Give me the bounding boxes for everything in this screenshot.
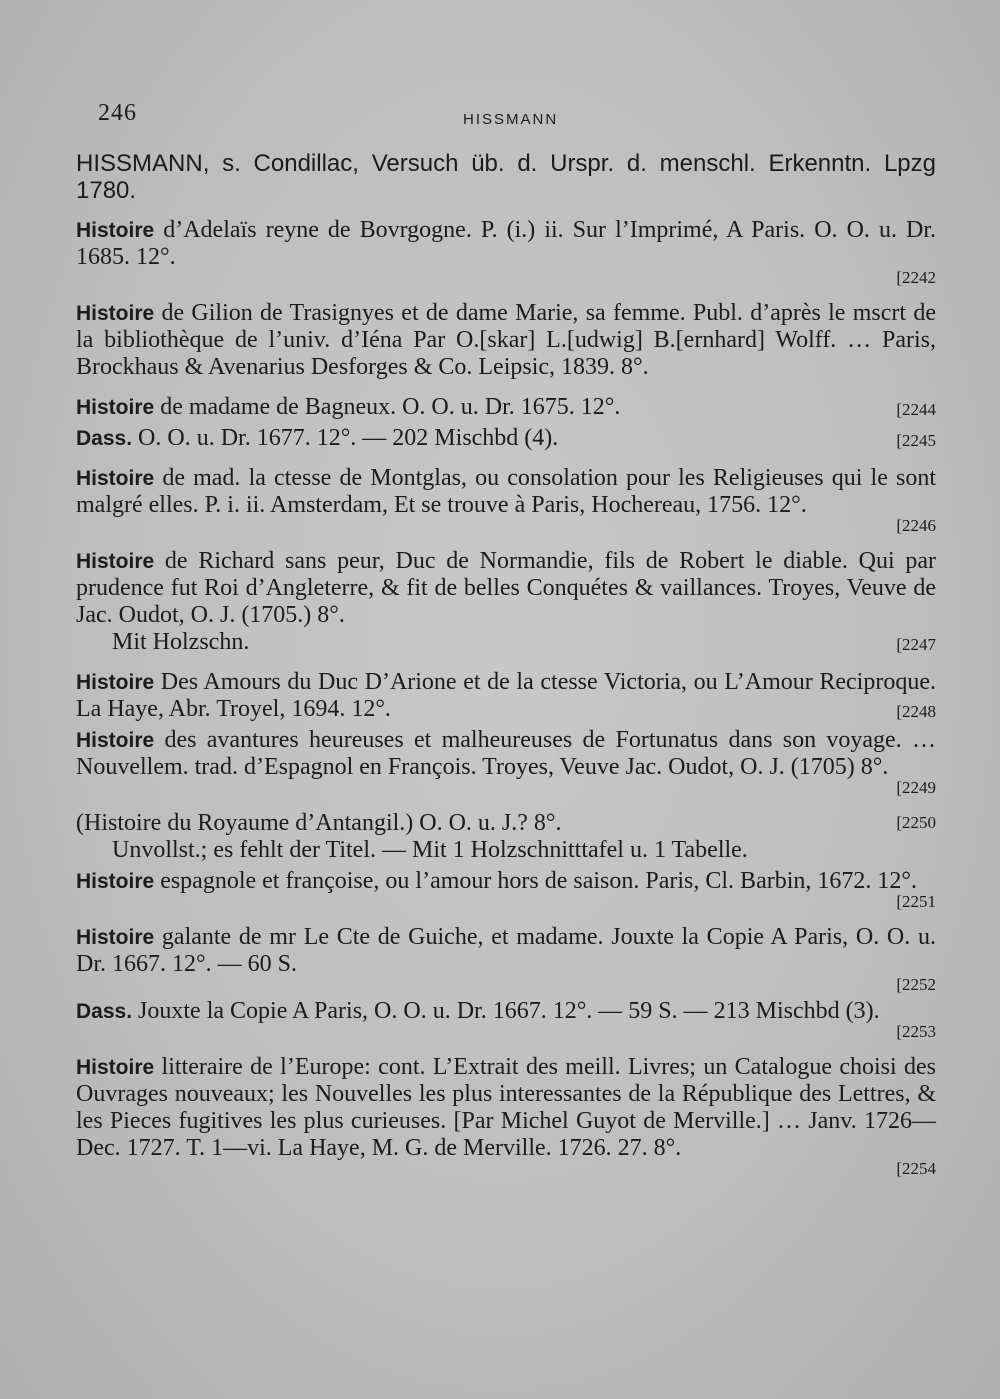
catalog-entry <box>76 425 936 452</box>
entry-keyword: Dass. <box>76 427 133 450</box>
entry-text: de Richard sans peur, Duc de Normandie, fils de Robert le diable. Qui par prudence fut Roi d’Angleterre, & fit de belles Conquétes & vaillances. Troyes, Veuve de Jac. Oudot, O. J. (1705.) 8°. <box>76 548 936 628</box>
entry-number: [2247 <box>896 635 936 654</box>
running-head: HISSMANN <box>463 111 559 128</box>
entry-text: litteraire de l’Europe: cont. L’Extrait des meill. Livres; un Catalogue choisi des Ouvrages nouveaux; les Nouvelles les plus interessantes de la République des Lettres, & les Pieces fugitives les plus curieuses. [Par Michel Guyot de Merville.] … Janv. 1726—Dec. 1727. T. 1—vi. La Haye, M. G. de Merville. 1726. 27. 8°. <box>76 1054 936 1161</box>
entry-text: d’Adelaïs reyne de Bovrgogne. P. (i.) ii. Sur l’Imprimé, A Paris. O. O. u. Dr. 1685. 12°. <box>76 217 936 270</box>
entry-text: (Histoire du Royaume d’Antangil.) O. O. u. J.? 8°. <box>76 810 562 836</box>
entry-number: [2250 <box>896 813 936 832</box>
entry-note: Unvollst.; es fehlt der Titel. — Mit 1 Holzschnitttafel u. 1 Tabelle. <box>112 837 748 863</box>
catalog-entry <box>76 669 936 723</box>
entry-text: espagnole et françoise, ou l’amour hors de saison. Paris, Cl. Barbin, 1672. 12°. <box>154 868 917 894</box>
entry-text: de madame de Bagneux. O. O. u. Dr. 1675. 12°. <box>154 394 621 420</box>
entry-number: [2252 <box>896 975 936 994</box>
entry-keyword: Histoire <box>76 302 155 325</box>
entry-keyword: Dass. <box>76 1000 133 1023</box>
entry-keyword: Histoire <box>76 870 155 893</box>
page-number: 246 <box>98 100 137 126</box>
catalog-entry <box>76 1054 936 1178</box>
entry-text: des avantures heureuses et malheureuses de Fortunatus dans son voyage. … Nouvellem. trad. d’Espagnol en François. Troyes, Veuve Jac. Oudot, O. J. (1705) 8°. <box>76 727 936 780</box>
entry-keyword: Histoire <box>76 671 155 694</box>
catalog-entry <box>76 465 936 535</box>
entry-keyword: Histoire <box>76 550 155 573</box>
catalog-entry <box>76 300 936 381</box>
catalog-entry <box>76 217 936 287</box>
catalog-entry <box>76 727 936 797</box>
catalog-entry <box>76 924 936 994</box>
entry-number: [2251 <box>896 892 936 911</box>
entry-text: Des Amours du Duc D’Arione et de la ctesse Victoria, ou L’Amour Reciproque. La Haye, Abr. Troyel, 1694. 12°. <box>76 669 936 722</box>
catalog-entry <box>76 548 936 656</box>
entry-keyword: Histoire <box>76 926 155 949</box>
entry-keyword: Histoire <box>76 729 155 752</box>
catalog-entry <box>76 394 936 421</box>
entry-number: [2242 <box>896 268 936 287</box>
entry-keyword: Histoire <box>76 219 155 242</box>
entry-keyword: HISSMANN <box>76 150 203 177</box>
entry-text: galante de mr Le Cte de Guiche, et madame. Jouxte la Copie A Paris, O. O. u. Dr. 1667. 12°. — 60 S. <box>76 924 936 977</box>
catalog-entry <box>76 150 936 204</box>
entry-number: [2246 <box>896 516 936 535</box>
entry-text: O. O. u. Dr. 1677. 12°. — 202 Mischbd (4). <box>132 425 559 451</box>
entry-keyword: Histoire <box>76 467 155 490</box>
entry-number: [2254 <box>896 1159 936 1178</box>
entry-number: [2248 <box>896 702 936 721</box>
entry-text: de mad. la ctesse de Montglas, ou consolation pour les Religieuses qui le sont malgré elles. P. i. ii. Amsterdam, Et se trouve à Paris, Hochereau, 1756. 12°. <box>76 465 936 518</box>
entry-text: Jouxte la Copie A Paris, O. O. u. Dr. 1667. 12°. — 59 S. — 213 Mischbd (3). <box>132 998 880 1024</box>
entry-text: de Gilion de Trasignyes et de dame Marie, sa femme. Publ. d’après le mscrt de la bibliothèque de l’univ. d’Iéna Par O.[skar] L.[udwig] B.[ernhard] Wolff. … Paris, Brockhaus & Avenarius Desforges & Co. Leipsic, 1839. 8°. <box>76 300 936 380</box>
catalog-entries <box>76 150 936 1191</box>
entry-number: [2253 <box>896 1022 936 1041</box>
entry-number: [2249 <box>896 778 936 797</box>
entry-number: [2245 <box>896 431 936 450</box>
catalog-entry <box>76 810 936 864</box>
entry-keyword: Histoire <box>76 1056 155 1079</box>
catalog-entry <box>76 868 936 911</box>
entry-number: [2244 <box>896 400 936 419</box>
entry-note: Mit Holzschn. <box>112 629 250 655</box>
entry-text: , s. Condillac, Versuch üb. d. Urspr. d. menschl. Erkenntn. Lpzg 1780. <box>76 150 936 204</box>
entry-keyword: Histoire <box>76 396 155 419</box>
catalog-entry <box>76 998 936 1041</box>
